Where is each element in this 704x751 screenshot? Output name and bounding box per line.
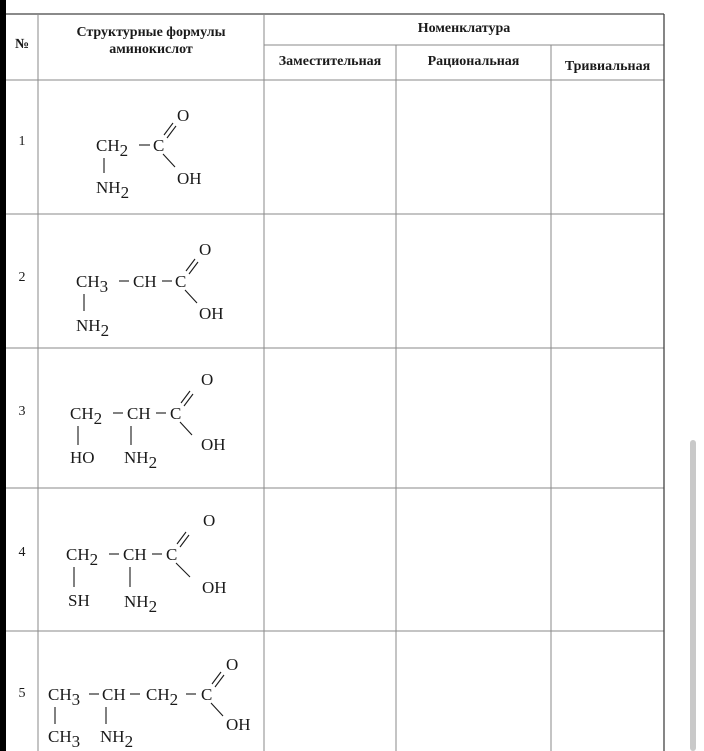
svg-text:C: C: [170, 404, 182, 423]
svg-text:CH3: CH3: [48, 685, 81, 709]
svg-text:CH: CH: [127, 404, 151, 423]
row-number-2: 2: [18, 270, 26, 285]
structural-formula-row-5: [0, 632, 264, 751]
svg-text:CH: CH: [123, 545, 147, 564]
cell-substitutive-row-4[interactable]: [265, 489, 395, 630]
svg-text:NH2: NH2: [76, 316, 110, 340]
cell-rational-row-5[interactable]: [397, 632, 550, 751]
svg-text:CH: CH: [102, 685, 126, 704]
svg-text:O: O: [199, 240, 212, 259]
row-number-5: 5: [18, 686, 26, 701]
svg-text:CH2: CH2: [96, 136, 129, 160]
svg-text:NH2: NH2: [96, 178, 130, 202]
row-number-4: 4: [18, 545, 26, 560]
header-trivial: Тривиальная: [564, 59, 651, 74]
svg-text:O: O: [203, 511, 216, 530]
svg-text:O: O: [201, 370, 214, 389]
svg-text:CH2: CH2: [70, 404, 103, 428]
header-number: №: [14, 37, 30, 52]
svg-text:C: C: [153, 136, 165, 155]
svg-text:NH2: NH2: [124, 448, 158, 472]
svg-text:SH: SH: [68, 591, 90, 610]
svg-text:C: C: [175, 272, 187, 291]
svg-text:OH: OH: [226, 715, 251, 734]
cell-substitutive-row-5[interactable]: [265, 632, 395, 751]
cell-trivial-row-5[interactable]: [552, 632, 663, 751]
svg-text:OH: OH: [177, 169, 202, 188]
svg-text:OH: OH: [201, 435, 226, 454]
cell-rational-row-1[interactable]: [397, 81, 550, 213]
row-number-3: 3: [18, 404, 26, 419]
svg-text:CH2: CH2: [146, 685, 179, 709]
structural-formula-alanine: [0, 215, 264, 347]
cell-rational-row-2[interactable]: [397, 215, 550, 347]
cell-substitutive-row-3[interactable]: [265, 349, 395, 487]
svg-text:CH3: CH3: [48, 727, 81, 751]
cell-substitutive-row-1[interactable]: [265, 81, 395, 213]
cell-rational-row-3[interactable]: [397, 349, 550, 487]
header-rational: Рациональная: [427, 54, 520, 69]
svg-text:CH3: CH3: [76, 272, 109, 296]
cell-trivial-row-3[interactable]: [552, 349, 663, 487]
svg-text:CH2: CH2: [66, 545, 99, 569]
header-substitutive: Заместительная: [278, 54, 382, 69]
cell-trivial-row-1[interactable]: [552, 81, 663, 213]
svg-text:NH2: NH2: [100, 727, 134, 751]
svg-text:C: C: [201, 685, 213, 704]
structural-formula-cysteine: [0, 489, 264, 630]
svg-text:O: O: [177, 106, 190, 125]
header-structural-formulas: Структурные формулы аминокислот: [76, 25, 226, 57]
cell-rational-row-4[interactable]: [397, 489, 550, 630]
svg-text:OH: OH: [199, 304, 224, 323]
structural-formula-serine: [0, 349, 264, 487]
vertical-scrollbar[interactable]: [690, 440, 696, 751]
cell-substitutive-row-2[interactable]: [265, 215, 395, 347]
svg-text:CH: CH: [133, 272, 157, 291]
cell-trivial-row-2[interactable]: [552, 215, 663, 347]
svg-text:O: O: [226, 655, 239, 674]
cell-trivial-row-4[interactable]: [552, 489, 663, 630]
svg-text:HO: HO: [70, 448, 95, 467]
svg-text:C: C: [166, 545, 178, 564]
header-nomenclature: Номенклатура: [417, 21, 511, 36]
svg-text:NH2: NH2: [124, 592, 158, 616]
structural-formula-glycine: [0, 81, 264, 213]
row-number-1: 1: [18, 134, 26, 149]
svg-text:OH: OH: [202, 578, 227, 597]
